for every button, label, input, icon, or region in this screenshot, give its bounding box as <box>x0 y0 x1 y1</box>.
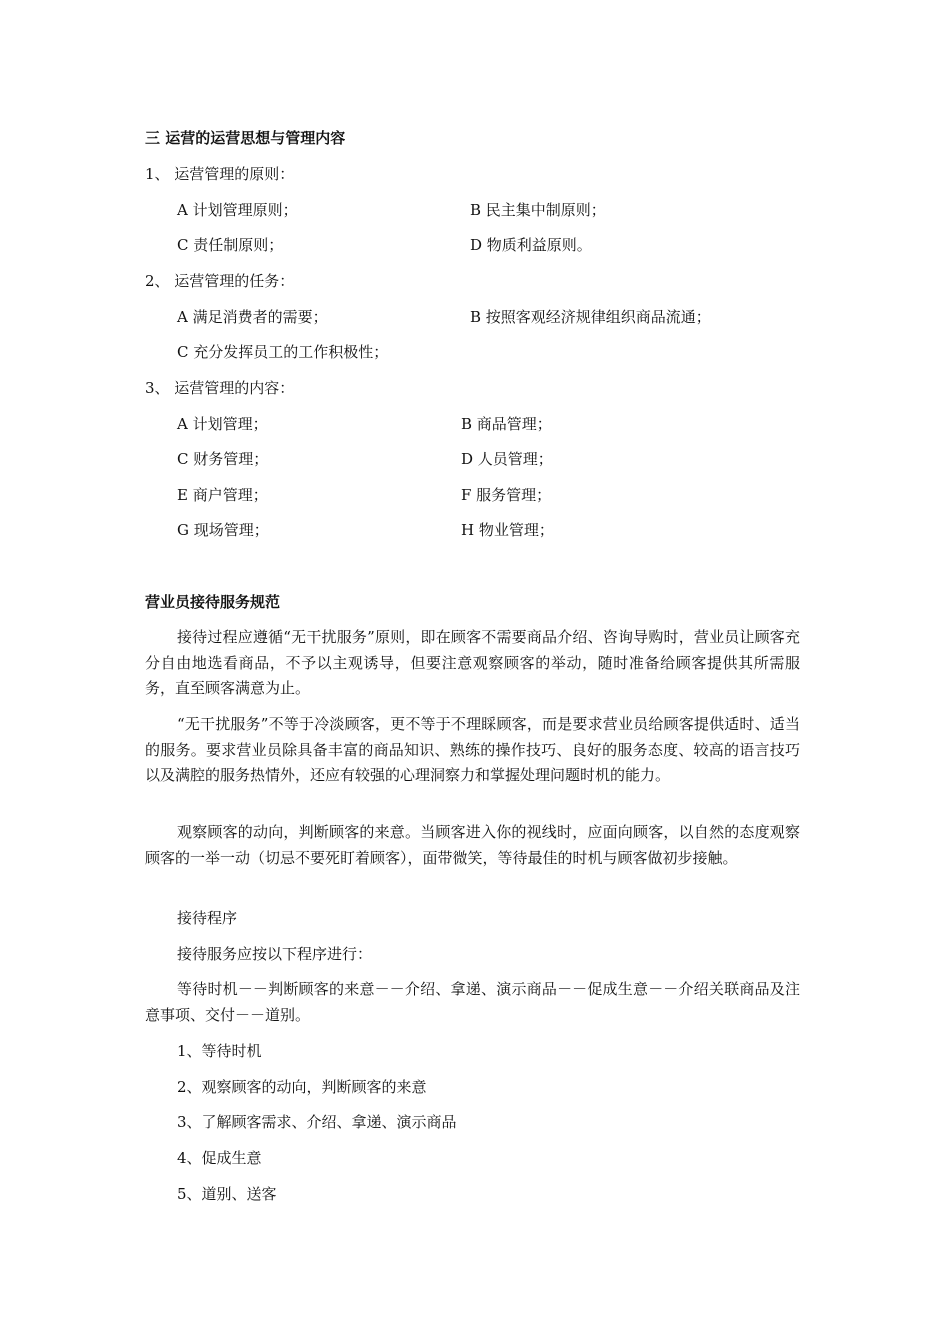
service-title: 营业员接待服务规范 <box>145 593 281 611</box>
item2-heading: 2、 运营管理的任务： <box>145 272 295 290</box>
step-item: 1、等待时机 <box>177 1042 262 1060</box>
item2-a: A 满足消费者的需要； <box>177 308 328 326</box>
paragraph-observe-customer: 观察顾客的动向，判断顾客的来意。当顾客进入你的视线时，应面向顾客，以自然的态度观察顾客的一举一动（切忌不要死盯着顾客），面带微笑，等待最佳的时机与顾客做初步接触。 <box>145 823 800 867</box>
item1-b: B 民主集中制原则； <box>470 201 606 219</box>
item3-h: H 物业管理； <box>461 521 554 539</box>
item3-a: A 计划管理； <box>177 415 268 433</box>
paragraph-procedure-flow: 等待时机－－判断顾客的来意－－介绍、拿递、演示商品－－促成生意－－介绍关联商品及注意事项、交付－－道别。 <box>145 980 800 1024</box>
item3-c: C 财务管理； <box>177 450 269 468</box>
section-title: 三 运营的运营思想与管理内容 <box>145 129 346 147</box>
paragraph-appropriate-service: “无干扰服务”不等于冷淡顾客，更不等于不理睬顾客，而是要求营业员给顾客提供适时、适当的服务。要求营业员除具备丰富的商品知识、熟练的操作技巧、良好的服务态度、较高的语言技巧以及满腔的服务热情外，还应有较强的心理洞察力和掌握处理问题时机的能力。 <box>145 715 800 784</box>
step-item: 5、道别、送客 <box>177 1185 277 1203</box>
item1-c: C 责任制原则； <box>177 236 284 254</box>
paragraph-procedure-intro: 接待服务应按以下程序进行： <box>177 945 373 963</box>
item3-e: E 商户管理； <box>177 486 268 504</box>
item2-c: C 充分发挥员工的工作积极性； <box>177 343 389 361</box>
item3-d: D 人员管理； <box>461 450 553 468</box>
item3-f: F 服务管理； <box>461 486 552 504</box>
paragraph-no-interference: 接待过程应遵循“无干扰服务”原则，即在顾客不需要商品介绍、咨询导购时，营业员让顾客充分自由地选看商品，不予以主观诱导，但要注意观察顾客的举动，随时准备给顾客提供其所需服务，直至顾客满意为止。 <box>145 628 800 697</box>
step-item: 4、促成生意 <box>177 1149 262 1167</box>
item3-b: B 商品管理； <box>461 415 552 433</box>
item3-g: G 现场管理； <box>177 521 269 539</box>
item1-heading: 1、 运营管理的原则： <box>145 165 295 183</box>
item1-a: A 计划管理原则； <box>177 201 298 219</box>
item2-b: B 按照客观经济规律组织商品流通； <box>470 308 711 326</box>
item3-heading: 3、 运营管理的内容： <box>145 379 295 397</box>
step-item: 3、了解顾客需求、介绍、拿递、演示商品 <box>177 1113 457 1131</box>
paragraph-reception-procedure-title: 接待程序 <box>177 909 238 927</box>
item1-d: D 物质利益原则。 <box>470 236 592 254</box>
step-item: 2、观察顾客的动向，判断顾客的来意 <box>177 1078 427 1096</box>
